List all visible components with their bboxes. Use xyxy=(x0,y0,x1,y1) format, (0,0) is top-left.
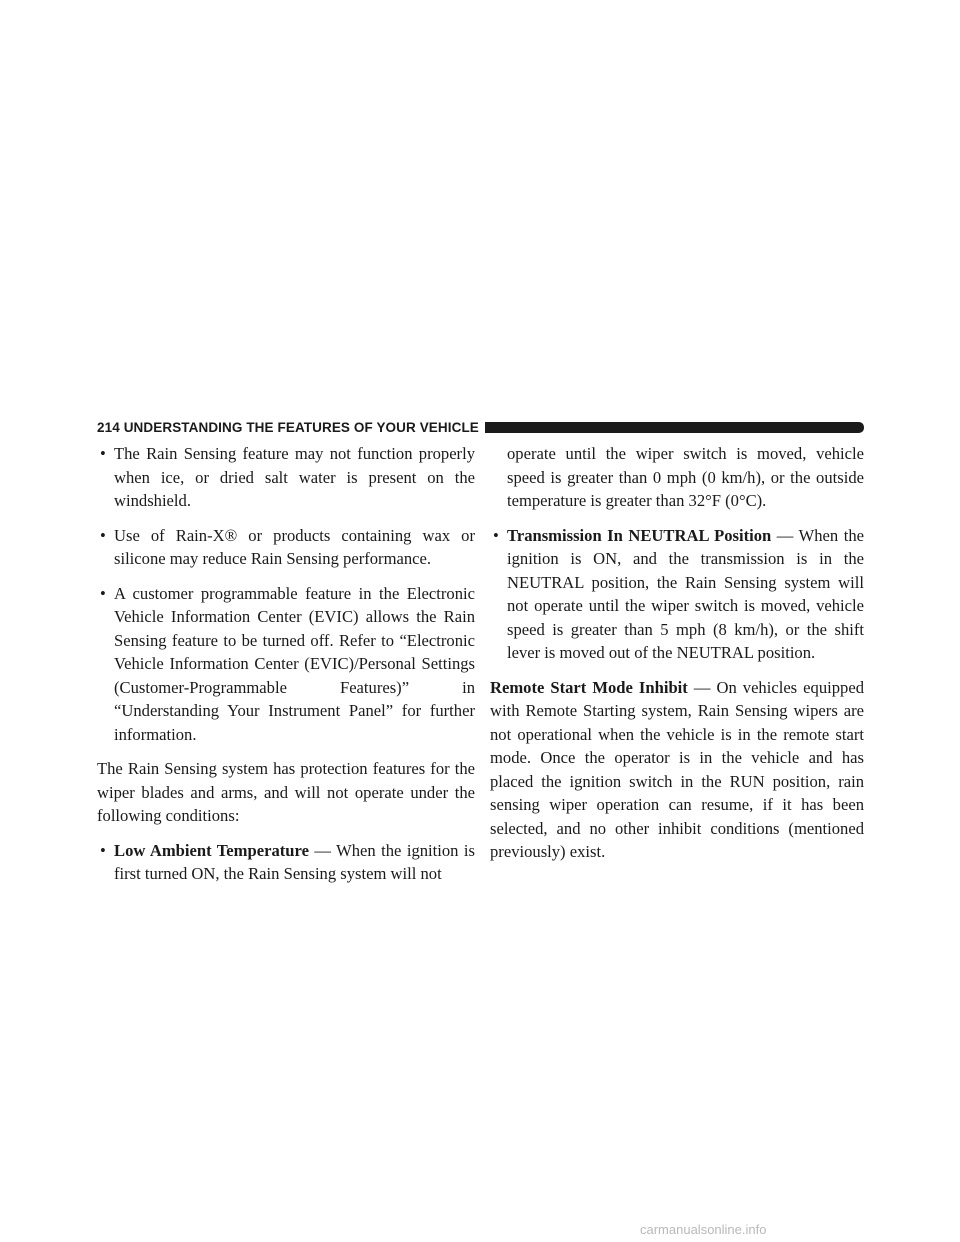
bullet-icon: • xyxy=(100,840,106,860)
bullet-text: The Rain Sensing feature may not function properly when ice, or dried salt water is present on the windshield. xyxy=(114,444,475,510)
bullet-description: — When the ignition is ON, and the transmission is in the NEUTRAL position, the Rain Sensing system will not operate until the wiper switch is moved, vehicle speed is greater than 5 mph (8 km/h), or the shift lever is moved out of the NEUTRAL position. xyxy=(507,525,864,662)
left-column xyxy=(97,442,475,897)
continued-text: operate until the wiper switch is moved, vehicle speed is greater than 0 mph (0 km/h), or the outside temperature is greater than 32°F (0°C). xyxy=(507,444,864,510)
paragraph-description: — On vehicles equipped with Remote Starting system, Rain Sensing wipers are not operational when the vehicle is in the remote start mode. Once the operator is in the vehicle and has placed the ignition switch in the RUN position, rain sensing wiper operation can resume, if it has been selected, and no other inhibit conditions (mentioned previously) exist. xyxy=(490,677,864,861)
bullet-text: Use of Rain-X® or products containing wax or silicone may reduce Rain Sensing performance. xyxy=(114,525,475,568)
bullet-icon: • xyxy=(100,583,106,603)
section-title: UNDERSTANDING THE FEATURES OF YOUR VEHICLE xyxy=(123,419,479,435)
bullet-item xyxy=(97,582,475,747)
bullet-term: Low Ambient Temperature xyxy=(114,840,309,860)
bullet-item xyxy=(97,442,475,513)
bullet-icon: • xyxy=(100,525,106,545)
bullet-term: Transmission In NEUTRAL Position xyxy=(507,525,772,545)
header-text xyxy=(97,420,485,435)
bullet-icon: • xyxy=(493,525,499,545)
bullet-icon: • xyxy=(100,444,106,463)
body-paragraph: The Rain Sensing system has protection features for the wiper blades and arms, and will not operate under the following conditions: xyxy=(97,759,475,825)
body-paragraph xyxy=(490,676,864,864)
bullet-item xyxy=(97,524,475,571)
right-column xyxy=(490,442,864,875)
bullet-text: A customer programmable feature in the Electronic Vehicle Information Center (EVIC) allows the Rain Sensing feature to be turned off. Refer to “Electronic Vehicle Information Center (EVIC)/Personal Settings (Customer-Programmable Features)” in “Understanding Your Instrument Panel” for further information. xyxy=(114,583,475,744)
header-rule xyxy=(485,422,864,433)
bullet-description: — When the ignition is first turned ON, the Rain Sensing system will not xyxy=(114,840,475,883)
paragraph-term: Remote Start Mode Inhibit xyxy=(490,677,688,697)
bullet-text xyxy=(114,839,475,886)
page-number: 214 xyxy=(97,419,120,435)
watermark: carmanualsonline.info xyxy=(640,1222,767,1237)
bullet-text xyxy=(507,524,864,665)
page-header xyxy=(97,418,864,436)
bullet-item xyxy=(490,524,864,665)
bullet-item xyxy=(97,839,475,886)
